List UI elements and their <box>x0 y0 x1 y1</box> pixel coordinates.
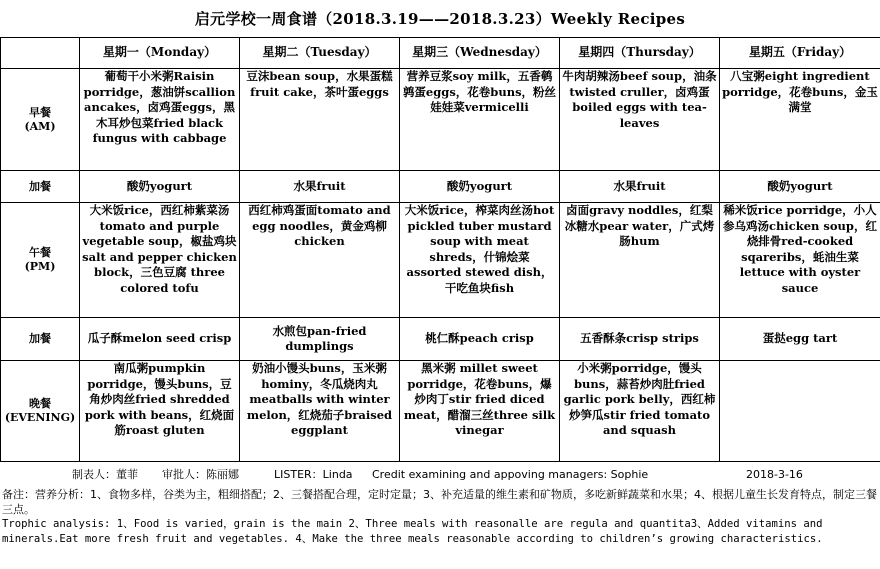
dinner-thursday: 小米粥porridge，馒头buns，蒜苔炒肉肚fried garlic pork belly，西红柿炒笋瓜stir fried tomato and squash <box>560 361 720 462</box>
date-label: 2018-3-16 <box>746 468 803 481</box>
maker-label: 制表人：董菲 <box>72 468 138 481</box>
dinner-wednesday: 黑米粥 millet sweet porridge，花卷buns，爆炒肉丁stir fried diced meat，醋溜三丝three silk vinegar <box>400 361 560 462</box>
breakfast-tuesday: 豆沫bean soup，水果蛋糕fruit cake，茶叶蛋eggs <box>240 69 400 171</box>
corner-cell <box>1 38 80 69</box>
dinner-friday <box>720 361 880 462</box>
breakfast-thursday: 牛肉胡辣汤beef soup，油条twisted cruller，卤鸡蛋boiled eggs with tea-leaves <box>560 69 720 171</box>
breakfast-wednesday: 营养豆浆soy milk，五香鹌鹑蛋eggs，花卷buns，粉丝娃娃菜vermicelli <box>400 69 560 171</box>
day-header-thursday: 星期四（Thursday） <box>560 38 720 69</box>
breakfast-friday: 八宝粥eight ingredient porridge，花卷buns，金玉满堂 <box>720 69 880 171</box>
snack-am-monday: 酸奶yogurt <box>80 171 240 203</box>
day-header-friday: 星期五（Friday） <box>720 38 880 69</box>
approver-label: 审批人：陈丽娜 <box>162 468 239 481</box>
dinner-monday: 南瓜粥pumpkin porridge，馒头buns，豆角炒肉丝fried shredded pork with beans，红烧面筋roast gluten <box>80 361 240 462</box>
lister-label: LISTER：Linda <box>274 468 353 481</box>
page-title: 启元学校一周食谱（2018.3.19——2018.3.23）Weekly Recipes <box>194 10 686 28</box>
lunch-wednesday: 大米饭rice，榨菜肉丝汤hot pickled tuber mustard soup with meat shreds，什锦烩菜assorted stewed dish，干吃鱼块fish <box>400 203 560 318</box>
signature-line <box>0 466 880 484</box>
dinner-tuesday: 奶油小馒头buns，玉米粥hominy，冬瓜烧肉丸meatballs with winter melon，红烧茄子braised eggplant <box>240 361 400 462</box>
day-header-wednesday: 星期三（Wednesday） <box>400 38 560 69</box>
row-label-dinner: 晚餐 (EVENING) <box>1 361 80 462</box>
snack-am-tuesday: 水果fruit <box>240 171 400 203</box>
snack-pm-friday: 蛋挞egg tart <box>720 318 880 361</box>
breakfast-row <box>1 69 880 171</box>
row-label-breakfast: 早餐 (AM) <box>1 69 80 171</box>
header-row <box>1 38 880 69</box>
nutrition-notes <box>2 487 878 547</box>
lunch-thursday: 卤面gravy noddles，红梨冰糖水pear water，广式烤肠hum <box>560 203 720 318</box>
row-label-snack-am: 加餐 <box>1 171 80 203</box>
row-label-lunch: 午餐 (PM) <box>1 203 80 318</box>
snack-am-thursday: 水果fruit <box>560 171 720 203</box>
snack-pm-wednesday: 桃仁酥peach crisp <box>400 318 560 361</box>
lunch-friday: 稀米饭rice porridge，小人参乌鸡汤chicken soup，红烧排骨red-cooked sqareribs，蚝油生菜lettuce with oyster sauce <box>720 203 880 318</box>
notes-english: Trophic analysis: 1、Food is varied，grain is the main 2、Three meals with reasonalle are regula and quantita3、Added vitamins and minerals.Eat more fresh fruit and vegetables. 4、Make the three meals reasonable according to children’s growing characteristics. <box>2 518 823 545</box>
day-header-tuesday: 星期二（Tuesday） <box>240 38 400 69</box>
snack-pm-monday: 瓜子酥melon seed crisp <box>80 318 240 361</box>
lunch-row <box>1 203 880 318</box>
snack-pm-thursday: 五香酥条crisp strips <box>560 318 720 361</box>
row-label-snack-pm: 加餐 <box>1 318 80 361</box>
snack-am-wednesday: 酸奶yogurt <box>400 171 560 203</box>
day-header-monday: 星期一（Monday） <box>80 38 240 69</box>
snack-am-row <box>1 171 880 203</box>
dinner-row <box>1 361 880 462</box>
managers-label: Credit examining and appoving managers: Sophie <box>372 468 649 481</box>
snack-am-friday: 酸奶yogurt <box>720 171 880 203</box>
lunch-tuesday: 西红柿鸡蛋面tomato and egg noodles，黄金鸡柳chicken <box>240 203 400 318</box>
recipe-table <box>0 37 880 462</box>
snack-pm-tuesday: 水煎包pan-fried dumplings <box>240 318 400 361</box>
snack-pm-row <box>1 318 880 361</box>
breakfast-monday: 葡萄干小米粥Raisin porridge，葱油饼scallion ancakes，卤鸡蛋eggs，黑木耳炒包菜fried black fungus with cabbage <box>80 69 240 171</box>
lunch-monday: 大米饭rice，西红柿紫菜汤tomato and purple vegetable soup，椒盐鸡块salt and pepper chicken block，三色豆腐 three colored tofu <box>80 203 240 318</box>
notes-chinese: 备注：营养分析：1、食物多样，谷类为主，粗细搭配；2、三餐搭配合理，定时定量；3、补充适量的维生素和矿物质，多吃新鲜蔬菜和水果；4、根据儿童生长发育特点，制定三餐三点。 <box>2 488 877 516</box>
